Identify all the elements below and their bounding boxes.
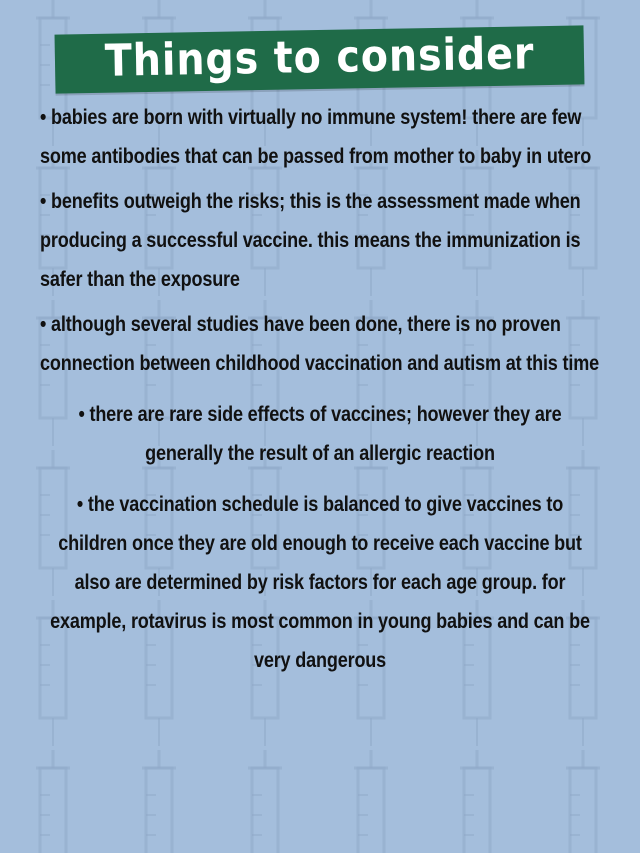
bullet-item-newborn-immunity: • babies are born with virtually no immune system! there are few some antibodies that can be passed from mother to baby in utero <box>40 106 592 168</box>
bullet-item-autism-studies: • although several studies have been done, there is no proven connection between childhood vaccination and autism at this time <box>40 313 599 375</box>
page-title: Things to consider <box>104 28 536 87</box>
bullet-list <box>40 98 600 680</box>
bullet-item-side-effects: • there are rare side effects of vaccines; however they are generally the result of an allergic reaction <box>78 403 562 465</box>
title-container <box>0 30 640 89</box>
title-banner <box>55 25 585 93</box>
bullet-item-benefits-risks: • benefits outweigh the risks; this is the assessment made when producing a successful vaccine. this means the immunization is safer than the exposure <box>40 190 581 291</box>
bullet-item-vaccination-schedule: • the vaccination schedule is balanced to give vaccines to children once they are old enough to receive each vaccine but also are determined by risk factors for each age group. for example, rotavirus is most common in young babies and can be very dangerous <box>50 493 590 672</box>
